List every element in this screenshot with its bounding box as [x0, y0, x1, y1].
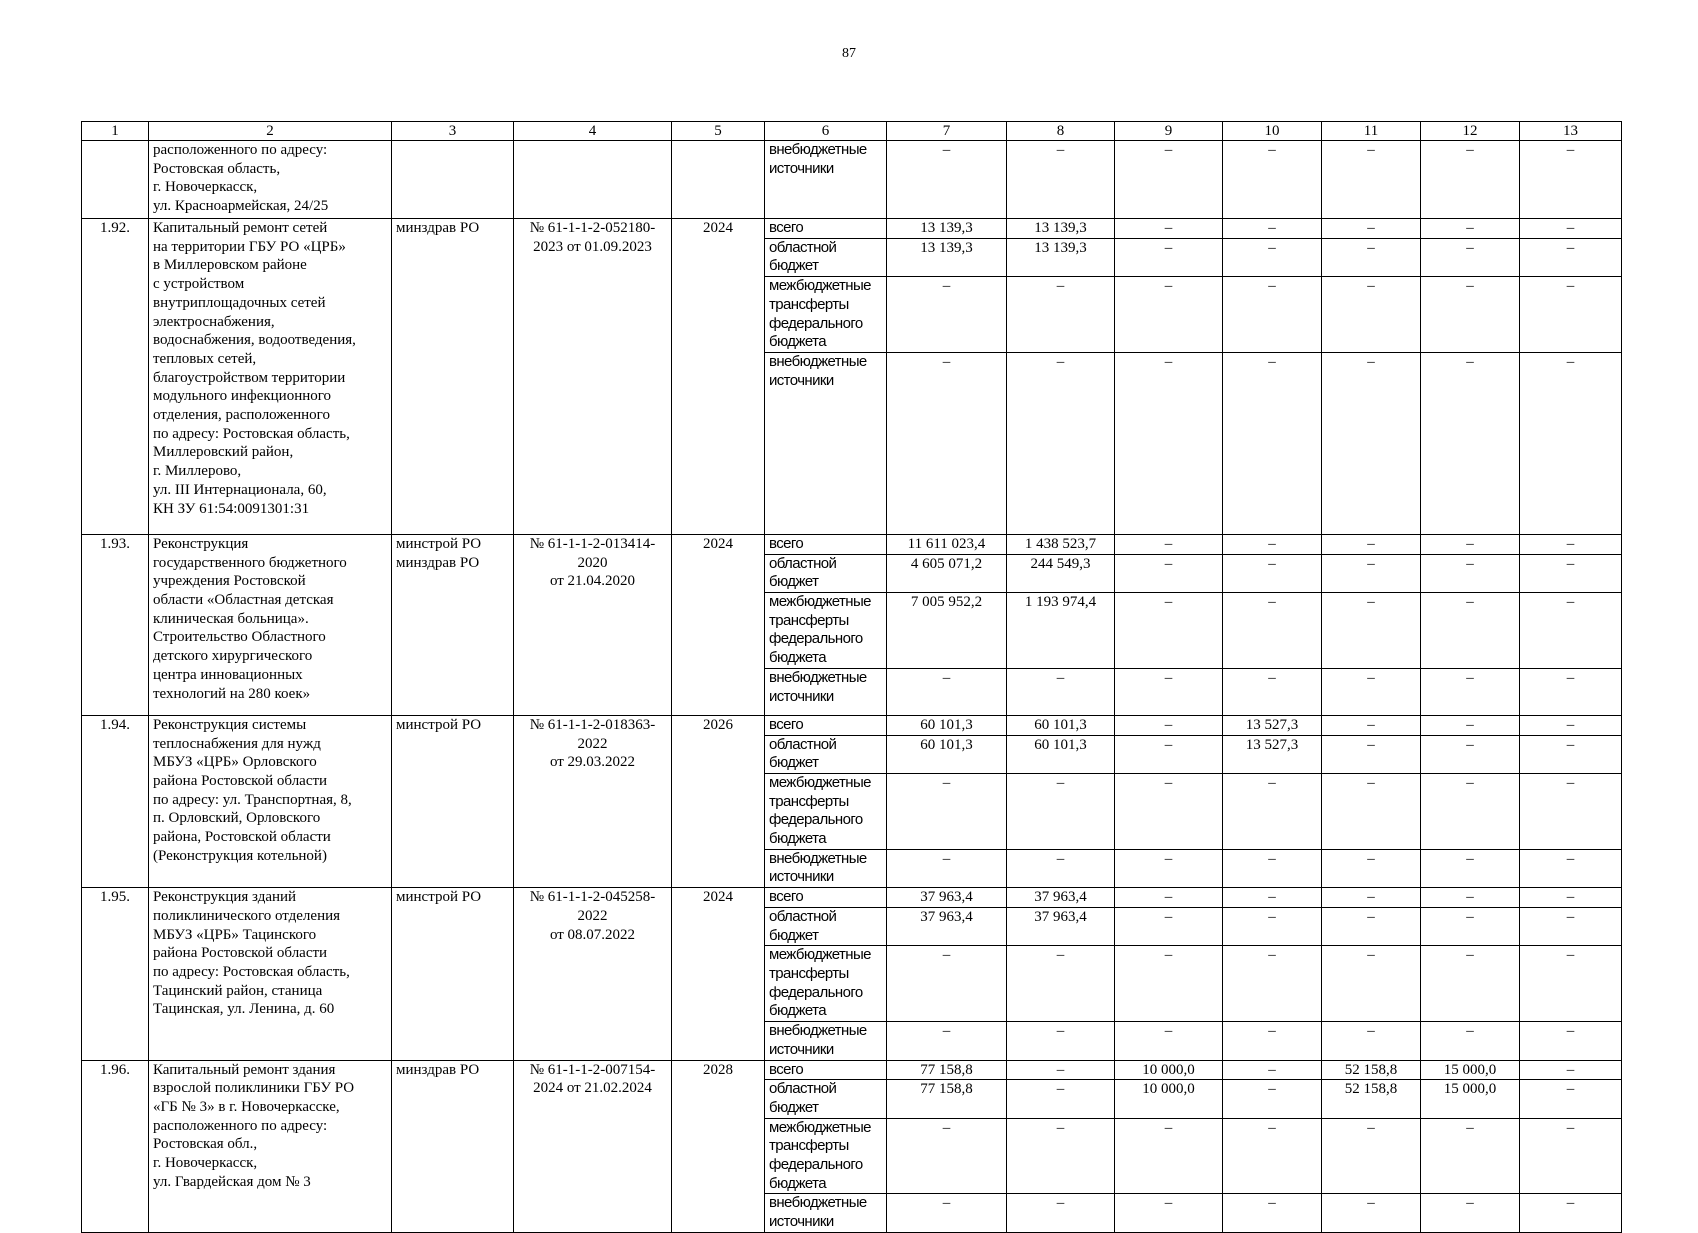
document-cell: № 61-1-1-2-052180- 2023 от 01.09.2023 [514, 219, 672, 535]
executor-cell: минстрой РО [392, 888, 514, 1060]
value-cell: – [1115, 219, 1223, 239]
value-cell: – [1421, 238, 1520, 276]
header-cell: 6 [765, 122, 887, 141]
value-cell: 37 963,4 [1007, 907, 1115, 945]
value-cell: – [1421, 1194, 1520, 1232]
value-cell: – [1520, 888, 1622, 908]
value-cell: – [1223, 277, 1322, 353]
value-cell: – [1421, 219, 1520, 239]
value-cell: – [1520, 735, 1622, 773]
value-cell: – [1520, 668, 1622, 715]
value-cell: – [1223, 849, 1322, 887]
executor-cell: минстрой РО [392, 715, 514, 887]
value-cell: – [1322, 219, 1421, 239]
value-cell: – [1322, 1022, 1421, 1060]
header-cell: 4 [514, 122, 672, 141]
item-number-cell: 1.94. [82, 715, 149, 887]
table-row [82, 715, 1622, 735]
value-cell: 1 438 523,7 [1007, 534, 1115, 554]
value-cell: – [1115, 849, 1223, 887]
document-cell: № 61-1-1-2-045258- 2022 от 08.07.2022 [514, 888, 672, 1060]
item-name-cell: Реконструкция зданий поликлинического отделения МБУЗ «ЦРБ» Тацинского района Ростовской области по адресу: Ростовская область, Тацинский район, станица Тацинская, ул. Ленина, д. 60 [149, 888, 392, 1060]
value-cell: – [1520, 277, 1622, 353]
value-cell: 13 527,3 [1223, 715, 1322, 735]
value-cell: 11 611 023,4 [887, 534, 1007, 554]
value-cell: 60 101,3 [887, 735, 1007, 773]
item-number-cell: 1.95. [82, 888, 149, 1060]
value-cell: – [1007, 141, 1115, 219]
header-cell: 2 [149, 122, 392, 141]
funding-source-cell: межбюджетные трансферты федерального бюджета [765, 1118, 887, 1194]
value-cell: 77 158,8 [887, 1060, 1007, 1080]
value-cell: 37 963,4 [1007, 888, 1115, 908]
item-number-cell: 1.92. [82, 219, 149, 535]
value-cell: 10 000,0 [1115, 1080, 1223, 1118]
header-cell: 1 [82, 122, 149, 141]
table-row [82, 888, 1622, 908]
funding-source-cell: областной бюджет [765, 907, 887, 945]
value-cell: – [887, 1118, 1007, 1194]
value-cell: – [1520, 907, 1622, 945]
value-cell: – [1322, 773, 1421, 849]
value-cell: 60 101,3 [1007, 735, 1115, 773]
funding-source-cell: областной бюджет [765, 238, 887, 276]
value-cell: – [1421, 668, 1520, 715]
value-cell: – [1115, 554, 1223, 592]
value-cell: – [1322, 534, 1421, 554]
value-cell: – [887, 352, 1007, 534]
value-cell: – [1421, 593, 1520, 669]
header-cell: 7 [887, 122, 1007, 141]
value-cell: – [1520, 946, 1622, 1022]
year-cell: 2024 [672, 534, 765, 715]
item-number-cell: 1.93. [82, 534, 149, 715]
header-cell: 9 [1115, 122, 1223, 141]
value-cell: – [1322, 1118, 1421, 1194]
value-cell: – [1421, 277, 1520, 353]
funding-source-cell: всего [765, 888, 887, 908]
value-cell: – [887, 773, 1007, 849]
value-cell: – [887, 141, 1007, 219]
funding-source-cell: областной бюджет [765, 1080, 887, 1118]
funding-source-cell: внебюджетные источники [765, 668, 887, 715]
funding-source-cell: внебюджетные источники [765, 849, 887, 887]
value-cell: – [1421, 1022, 1520, 1060]
funding-source-cell: межбюджетные трансферты федерального бюджета [765, 593, 887, 669]
value-cell: 37 963,4 [887, 888, 1007, 908]
value-cell: – [1520, 534, 1622, 554]
document-cell: № 61-1-1-2-007154- 2024 от 21.02.2024 [514, 1060, 672, 1232]
value-cell: – [1007, 1118, 1115, 1194]
value-cell: – [1115, 907, 1223, 945]
value-cell: – [1520, 238, 1622, 276]
value-cell: – [1520, 773, 1622, 849]
header-cell: 11 [1322, 122, 1421, 141]
value-cell: – [1223, 1060, 1322, 1080]
value-cell: – [1421, 352, 1520, 534]
item-number-cell [82, 141, 149, 219]
funding-source-cell: межбюджетные трансферты федерального бюджета [765, 946, 887, 1022]
header-cell: 8 [1007, 122, 1115, 141]
value-cell: 60 101,3 [887, 715, 1007, 735]
item-name-cell: Реконструкция системы теплоснабжения для нужд МБУЗ «ЦРБ» Орловского района Ростовской области по адресу: ул. Транспортная, 8, п. Орловский, Орловского района, Ростовской области (Реконструкция котельной) [149, 715, 392, 887]
value-cell: – [1421, 715, 1520, 735]
funding-source-cell: внебюджетные источники [765, 1194, 887, 1232]
value-cell: 52 158,8 [1322, 1060, 1421, 1080]
value-cell: – [887, 277, 1007, 353]
value-cell: – [1115, 141, 1223, 219]
value-cell: – [1115, 352, 1223, 534]
value-cell: – [1223, 1118, 1322, 1194]
budget-table [81, 121, 1622, 1233]
value-cell: – [1115, 277, 1223, 353]
funding-source-cell: областной бюджет [765, 735, 887, 773]
value-cell: – [1007, 849, 1115, 887]
year-cell [672, 141, 765, 219]
value-cell: – [1223, 1022, 1322, 1060]
item-name-cell: Реконструкция государственного бюджетного учреждения Ростовской области «Областная детская клиническая больница». Строительство Областного детского хирургического центра инновационных технологий на 280 коек» [149, 534, 392, 715]
value-cell: – [1322, 946, 1421, 1022]
value-cell: 52 158,8 [1322, 1080, 1421, 1118]
item-name-cell: расположенного по адресу: Ростовская область, г. Новочеркасск, ул. Красноармейская, 24/25 [149, 141, 392, 219]
funding-source-cell: внебюджетные источники [765, 352, 887, 534]
value-cell: – [1115, 1118, 1223, 1194]
value-cell: – [1421, 946, 1520, 1022]
value-cell: – [1322, 277, 1421, 353]
value-cell: 13 139,3 [887, 238, 1007, 276]
funding-source-cell: межбюджетные трансферты федерального бюджета [765, 773, 887, 849]
value-cell: – [1421, 888, 1520, 908]
value-cell: – [1421, 849, 1520, 887]
table-row [82, 219, 1622, 239]
year-cell: 2026 [672, 715, 765, 887]
year-cell: 2028 [672, 1060, 765, 1232]
value-cell: – [1520, 352, 1622, 534]
value-cell: – [1007, 277, 1115, 353]
value-cell: 1 193 974,4 [1007, 593, 1115, 669]
value-cell: – [1115, 715, 1223, 735]
value-cell: – [1322, 715, 1421, 735]
document-cell [514, 141, 672, 219]
executor-cell: минздрав РО [392, 1060, 514, 1232]
value-cell: – [1520, 593, 1622, 669]
item-name-cell: Капитальный ремонт сетей на территории ГБУ РО «ЦРБ» в Миллеровском районе с устройством внутриплощадочных сетей электроснабжения, водоснабжения, водоотведения, тепловых сетей, благоустройством территории модульного инфекционного отделения, расположенного по адресу: Ростовская область, Миллеровский район, г. Миллерово, ул. III Интернационала, 60, КН ЗУ 61:54:0091301:31 [149, 219, 392, 535]
table-header [82, 122, 1622, 141]
value-cell: – [1223, 668, 1322, 715]
value-cell: – [1223, 773, 1322, 849]
value-cell: – [1115, 888, 1223, 908]
value-cell: – [1421, 141, 1520, 219]
value-cell: 10 000,0 [1115, 1060, 1223, 1080]
value-cell: – [1421, 907, 1520, 945]
value-cell: – [1007, 946, 1115, 1022]
value-cell: – [1520, 141, 1622, 219]
year-cell: 2024 [672, 888, 765, 1060]
value-cell: – [1007, 1022, 1115, 1060]
value-cell: 244 549,3 [1007, 554, 1115, 592]
value-cell: – [1322, 554, 1421, 592]
value-cell: – [1520, 1194, 1622, 1232]
value-cell: – [1223, 1080, 1322, 1118]
value-cell: 7 005 952,2 [887, 593, 1007, 669]
value-cell: 15 000,0 [1421, 1080, 1520, 1118]
value-cell: – [1520, 1022, 1622, 1060]
executor-cell [392, 141, 514, 219]
document-cell: № 61-1-1-2-018363- 2022 от 29.03.2022 [514, 715, 672, 887]
value-cell: – [1115, 1022, 1223, 1060]
value-cell: – [1322, 593, 1421, 669]
table-body [82, 141, 1622, 1233]
funding-source-cell: внебюджетные источники [765, 141, 887, 219]
value-cell: – [1115, 946, 1223, 1022]
value-cell: 13 139,3 [1007, 238, 1115, 276]
header-cell: 12 [1421, 122, 1520, 141]
funding-source-cell: всего [765, 219, 887, 239]
value-cell: – [1007, 1194, 1115, 1232]
value-cell: – [1007, 773, 1115, 849]
table-row [82, 1060, 1622, 1080]
value-cell: – [1421, 554, 1520, 592]
value-cell: 15 000,0 [1421, 1060, 1520, 1080]
value-cell: 60 101,3 [1007, 715, 1115, 735]
value-cell: – [1520, 1060, 1622, 1080]
value-cell: – [1520, 219, 1622, 239]
header-row [82, 122, 1622, 141]
value-cell: – [1322, 352, 1421, 534]
value-cell: 13 527,3 [1223, 735, 1322, 773]
document-cell: № 61-1-1-2-013414- 2020 от 21.04.2020 [514, 534, 672, 715]
executor-cell: минстрой РО минздрав РО [392, 534, 514, 715]
funding-source-cell: всего [765, 1060, 887, 1080]
value-cell: – [1223, 593, 1322, 669]
value-cell: – [1223, 907, 1322, 945]
value-cell: – [1007, 1060, 1115, 1080]
value-cell: – [1322, 849, 1421, 887]
value-cell: – [1115, 773, 1223, 849]
header-cell: 10 [1223, 122, 1322, 141]
value-cell: – [1421, 735, 1520, 773]
value-cell: 4 605 071,2 [887, 554, 1007, 592]
continuation-row [82, 141, 1622, 219]
value-cell: – [1223, 238, 1322, 276]
value-cell: – [1115, 1194, 1223, 1232]
value-cell: – [1322, 238, 1421, 276]
year-cell: 2024 [672, 219, 765, 535]
value-cell: – [1520, 1080, 1622, 1118]
page-number: 87 [842, 46, 856, 61]
value-cell: – [887, 1194, 1007, 1232]
funding-source-cell: всего [765, 715, 887, 735]
table-row [82, 534, 1622, 554]
value-cell: – [1115, 534, 1223, 554]
value-cell: – [887, 1022, 1007, 1060]
funding-source-cell: всего [765, 534, 887, 554]
value-cell: – [1223, 946, 1322, 1022]
header-cell: 5 [672, 122, 765, 141]
value-cell: – [1322, 668, 1421, 715]
value-cell: – [1007, 352, 1115, 534]
item-name-cell: Капитальный ремонт здания взрослой поликлиники ГБУ РО «ГБ № 3» в г. Новочеркасске, расположенного по адресу: Ростовская обл., г. Новочеркасск, ул. Гвардейская дом № 3 [149, 1060, 392, 1232]
value-cell: – [1520, 849, 1622, 887]
value-cell: – [1322, 1194, 1421, 1232]
value-cell: – [1223, 554, 1322, 592]
funding-source-cell: межбюджетные трансферты федерального бюджета [765, 277, 887, 353]
value-cell: – [1223, 1194, 1322, 1232]
executor-cell: минздрав РО [392, 219, 514, 535]
value-cell: – [1322, 141, 1421, 219]
value-cell: – [1223, 534, 1322, 554]
funding-source-cell: областной бюджет [765, 554, 887, 592]
value-cell: – [1223, 352, 1322, 534]
value-cell: – [1223, 219, 1322, 239]
value-cell: – [1520, 1118, 1622, 1194]
value-cell: – [1115, 593, 1223, 669]
value-cell: – [1007, 1080, 1115, 1118]
value-cell: – [1115, 668, 1223, 715]
value-cell: – [1223, 888, 1322, 908]
value-cell: – [887, 946, 1007, 1022]
value-cell: – [1322, 888, 1421, 908]
value-cell: 13 139,3 [1007, 219, 1115, 239]
value-cell: – [1115, 735, 1223, 773]
value-cell: – [1421, 1118, 1520, 1194]
value-cell: – [1115, 238, 1223, 276]
value-cell: – [1223, 141, 1322, 219]
value-cell: – [1520, 715, 1622, 735]
value-cell: – [1520, 554, 1622, 592]
value-cell: 37 963,4 [887, 907, 1007, 945]
funding-source-cell: внебюджетные источники [765, 1022, 887, 1060]
value-cell: – [887, 849, 1007, 887]
value-cell: – [1007, 668, 1115, 715]
header-cell: 13 [1520, 122, 1622, 141]
value-cell: – [1421, 773, 1520, 849]
header-cell: 3 [392, 122, 514, 141]
value-cell: – [1322, 907, 1421, 945]
value-cell: – [887, 668, 1007, 715]
value-cell: – [1421, 534, 1520, 554]
value-cell: 13 139,3 [887, 219, 1007, 239]
value-cell: 77 158,8 [887, 1080, 1007, 1118]
value-cell: – [1322, 735, 1421, 773]
item-number-cell: 1.96. [82, 1060, 149, 1232]
